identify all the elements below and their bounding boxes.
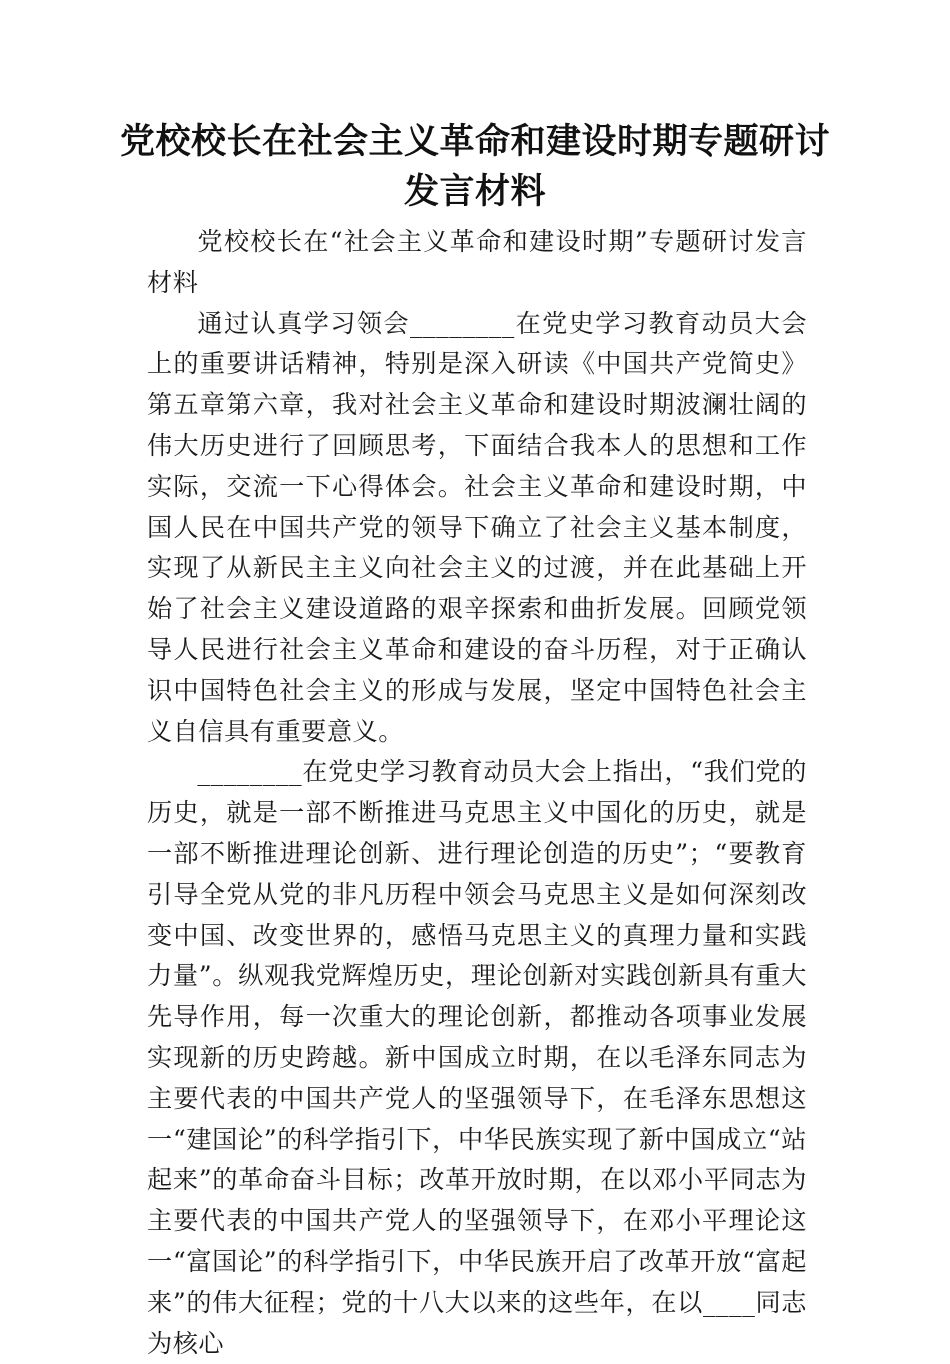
paragraph-theory: ________在党史学习教育动员大会上指出，“我们党的历史，就是一部不断推进马克思主义中国化的历史，就是一部不断推进理论创新、进行理论创造的历史”；“要教育引导全党从党的非凡历程中领会马克思主义是如何深刻改变中国、改变世界的，感悟马克思主义的真理力量和实践力量”。纵观我党辉煌历史，理论创新对实践创新具有重大先导作用，每一次重大的理论创新，都推动各项事业发展实现新的历史跨越。新中国成立时期，在以毛泽东同志为主要代表的中国共产党人的坚强领导下，在毛泽东思想这一“建国论”的科学指引下，中华民族实现了新中国成立“站起来”的革命奋斗目标；改革开放时期，在以邓小平同志为主要代表的中国共产党人的坚强领导下，在邓小平理论这一“富国论”的科学指引下，中华民族开启了改革开放“富起来”的伟大征程；党的十八大以来的这些年，在以____同志为核心	[147, 757, 807, 1358]
paragraph-intro: 通过认真学习领会________在党史学习教育动员大会上的重要讲话精神，特别是深入研读《中国共产党简史》第五章第六章，我对社会主义革命和建设时期波澜壮阔的伟大历史进行了回顾思考，下面结合我本人的思想和工作实际，交流一下心得体会。社会主义革命和建设时期，中国人民在中国共产党的领导下确立了社会主义基本制度，实现了从新民主主义向社会主义的过渡，并在此基础上开始了社会主义建设道路的艰辛探索和曲折发展。回顾党领导人民进行社会主义革命和建设的奋斗历程，对于正确认识中国特色社会主义的形成与发展，坚定中国特色社会主义自信具有重要意义。	[147, 308, 807, 746]
document-body	[147, 222, 807, 1364]
paragraph-subtitle: 党校校长在“社会主义革命和建设时期”专题研讨发言材料	[147, 227, 807, 297]
document-title: 党校校长在社会主义革命和建设时期专题研讨发言材料	[120, 122, 831, 212]
